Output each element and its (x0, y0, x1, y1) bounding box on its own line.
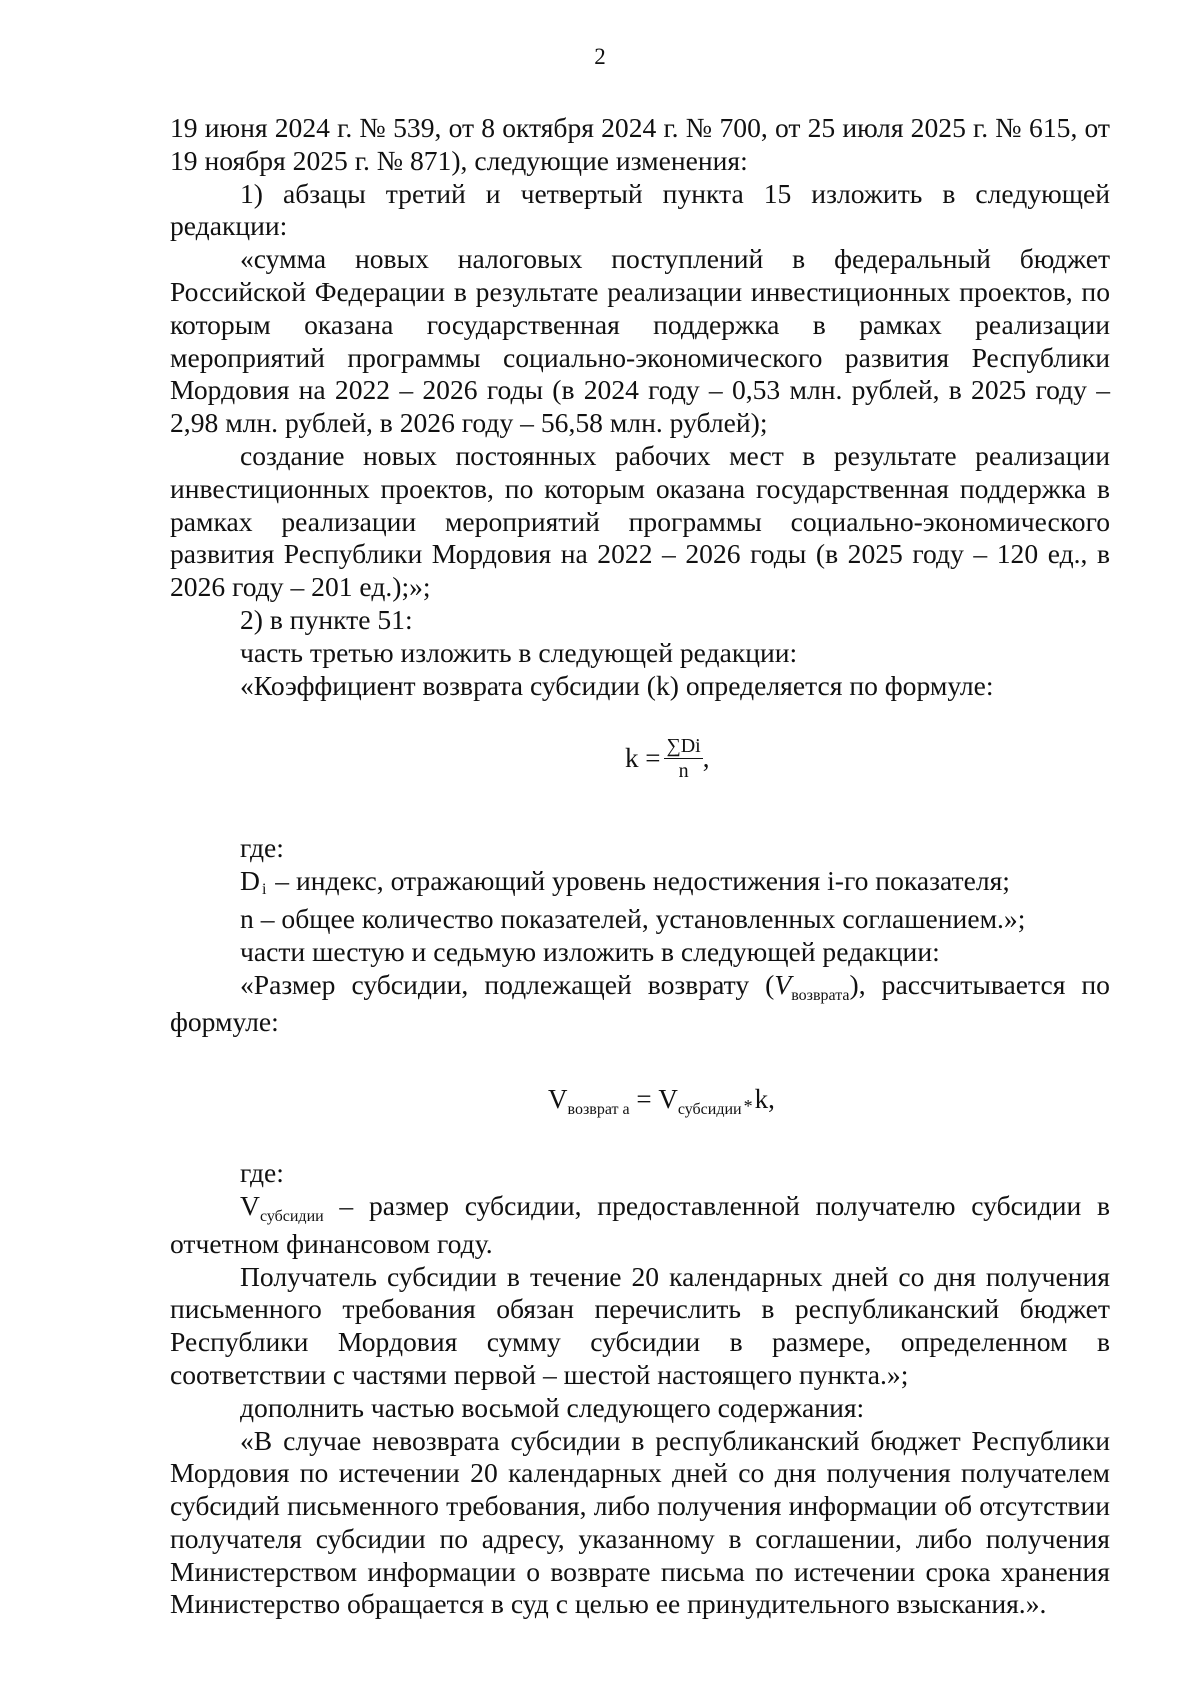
formula-v1: V (548, 1084, 568, 1115)
vsub-subscript: субсидии (259, 1207, 324, 1225)
paragraph-court-recovery: «В случае невозврата субсидии в республиканский бюджет Республики Мордовия по истечении 20 календарных дней со дня получения получателем субсидий письменного требования, либо получения информации об отсутствии получателя субсидии по адресу, указанному в соглашении, либо получения Министерством информации о возврате письма по истечении срока хранения Министерство обращается в суд с целью ее принудительного взыскания.». (170, 1424, 1110, 1620)
where-label-1: где: (240, 832, 284, 864)
paragraph-part-eight-intro: дополнить частью восьмой следующего содержания: (240, 1391, 865, 1423)
paragraph-refund-size (170, 969, 1110, 1040)
paragraph-item-1: 1) абзацы третий и четвертый пункта 15 изложить в следующей редакции: (170, 177, 1110, 242)
formula-v1-subscript: возврат а (567, 1101, 630, 1119)
formula-refund-amount (170, 1063, 1110, 1143)
formula-k-comma: , (702, 743, 710, 774)
paragraph-refund-deadline: Получатель субсидии в течение 20 календарных дней со дня получения письменного требования обязан перечислить в республиканский бюджет Республики Мордовия сумму субсидии в размере, определенном в соответствии с частями первой – шестой настоящего пункта.»; (170, 1260, 1110, 1390)
vsub-symbol: V (240, 1189, 260, 1221)
di-subscript: i (261, 881, 267, 899)
paragraph-coefficient-intro: «Коэффициент возврата субсидии (k) определяется по формуле: (240, 669, 994, 701)
paragraph-item-2: 2) в пункте 51: (240, 603, 413, 635)
paragraph-di-definition (170, 865, 1110, 903)
di-description: – индекс, отражающий уровень недостижения i-го показателя; (268, 865, 1010, 897)
paragraph-amendments-intro: 19 июня 2024 г. № 539, от 8 октября 2024 г. № 700, от 25 июля 2025 г. № 615, от 19 ноября 2025 г. № 871), следующие изменения: (170, 112, 1110, 176)
formula-multiply: * (743, 1096, 753, 1117)
refund-size-start: «Размер субсидии, подлежащей возврату ( (240, 968, 775, 1000)
formula-v-k: k, (754, 1084, 775, 1115)
paragraph-n-definition: n – общее количество показателей, установленных соглашением.»; (240, 902, 1026, 934)
paragraph-new-jobs: создание новых постоянных рабочих мест в результате реализации инвестиционных проектов, по которым оказана государственная поддержка в рамках реализации мероприятий программы социально-экономического развития Республики Мордовия на 2022 – 2026 годы (в 2025 году – 120 ед., в 2026 году – 201 ед.);»; (170, 439, 1110, 603)
vsub-description: – размер субсидии, предоставленной получателю субсидии в отчетном финансовом году. (170, 1189, 1110, 1259)
where-label-2: где: (240, 1157, 284, 1189)
page-number: 2 (594, 44, 606, 69)
paragraph-parts-six-seven: части шестую и седьмую изложить в следующей редакции: (240, 935, 940, 967)
inline-v-subscript: возврата (791, 986, 850, 1004)
formula-k-fraction (664, 734, 702, 783)
formula-v-equals: = (636, 1084, 659, 1115)
paragraph-part-three: часть третью изложить в следующей редакции: (240, 636, 798, 668)
paragraph-tax-revenue: «сумма новых налоговых поступлений в федеральный бюджет Российской Федерации в результате реализации инвестиционных проектов, по которым оказана государственная поддержка в рамках реализации мероприятий программы социально-экономического развития Республики Мордовия на 2022 – 2026 годы (в 2024 году – 0,53 млн. рублей, в 2025 году – 2,98 млн. рублей, в 2026 году – 56,58 млн. рублей); (170, 243, 1110, 439)
formula-coefficient-k (170, 728, 1110, 818)
refund-size-end: ), рассчитывается по формуле: (170, 968, 1110, 1038)
formula-v2-subscript: субсидии (677, 1101, 742, 1119)
formula-k-numerator: ∑Di (666, 735, 701, 758)
di-symbol: D (240, 865, 260, 897)
inline-v-symbol: V (774, 968, 792, 1000)
formula-k-lhs: k = (625, 743, 661, 774)
formula-k-denominator: n (678, 760, 689, 783)
formula-v2: V (658, 1084, 678, 1115)
document-body (170, 112, 1110, 1621)
paragraph-vsub-definition (170, 1190, 1110, 1261)
